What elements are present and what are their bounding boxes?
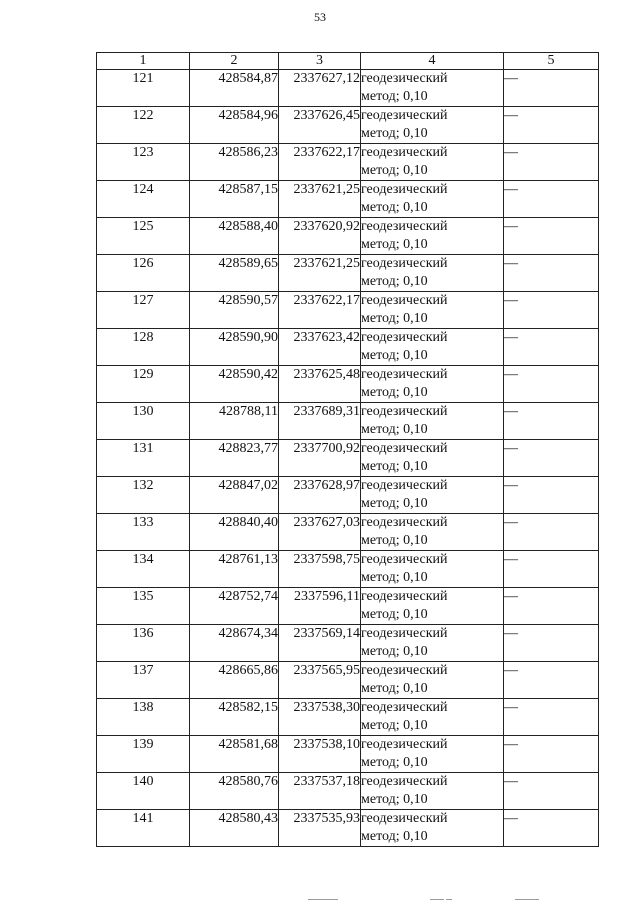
table-row xyxy=(97,736,599,773)
table-row xyxy=(97,181,599,218)
point-number-cell: 121 xyxy=(97,70,190,107)
x-coordinate-cell: 428823,77 xyxy=(190,440,279,477)
note-cell: — xyxy=(504,551,599,588)
note-cell: — xyxy=(504,403,599,440)
note-cell: — xyxy=(504,144,599,181)
note-cell: — xyxy=(504,107,599,144)
method-line-1: геодезический xyxy=(361,182,448,197)
x-coordinate-cell: 428586,23 xyxy=(190,144,279,181)
y-coordinate-cell: 2337623,42 xyxy=(279,329,361,366)
method-cell xyxy=(361,181,504,218)
table-row xyxy=(97,107,599,144)
note-cell: — xyxy=(504,440,599,477)
point-number-cell: 140 xyxy=(97,773,190,810)
coordinates-table xyxy=(96,52,599,847)
y-coordinate-cell: 2337627,12 xyxy=(279,70,361,107)
method-cell xyxy=(361,588,504,625)
x-coordinate-cell: 428665,86 xyxy=(190,662,279,699)
method-line-2: метод; 0,10 xyxy=(361,348,428,363)
x-coordinate-cell: 428581,68 xyxy=(190,736,279,773)
method-cell xyxy=(361,625,504,662)
method-line-2: метод; 0,10 xyxy=(361,570,428,585)
y-coordinate-cell: 2337596,11 xyxy=(279,588,361,625)
note-cell: — xyxy=(504,255,599,292)
y-coordinate-cell: 2337620,92 xyxy=(279,218,361,255)
table-row xyxy=(97,551,599,588)
point-number-cell: 135 xyxy=(97,588,190,625)
method-line-1: геодезический xyxy=(361,293,448,308)
method-line-1: геодезический xyxy=(361,589,448,604)
table-row xyxy=(97,514,599,551)
point-number-cell: 132 xyxy=(97,477,190,514)
method-line-2: метод; 0,10 xyxy=(361,89,428,104)
column-header-4: 4 xyxy=(361,53,504,70)
x-coordinate-cell: 428590,90 xyxy=(190,329,279,366)
point-number-cell: 136 xyxy=(97,625,190,662)
point-number-cell: 129 xyxy=(97,366,190,403)
table-header-row xyxy=(97,53,599,70)
method-line-2: метод; 0,10 xyxy=(361,385,428,400)
y-coordinate-cell: 2337628,97 xyxy=(279,477,361,514)
method-cell xyxy=(361,366,504,403)
table-row xyxy=(97,477,599,514)
table-row xyxy=(97,662,599,699)
table-row xyxy=(97,70,599,107)
note-cell: — xyxy=(504,625,599,662)
x-coordinate-cell: 428590,42 xyxy=(190,366,279,403)
table-row xyxy=(97,366,599,403)
x-coordinate-cell: 428580,76 xyxy=(190,773,279,810)
method-line-2: метод; 0,10 xyxy=(361,607,428,622)
x-coordinate-cell: 428847,02 xyxy=(190,477,279,514)
method-line-1: геодезический xyxy=(361,663,448,678)
point-number-cell: 124 xyxy=(97,181,190,218)
x-coordinate-cell: 428761,13 xyxy=(190,551,279,588)
method-line-1: геодезический xyxy=(361,108,448,123)
method-cell xyxy=(361,477,504,514)
x-coordinate-cell: 428590,57 xyxy=(190,292,279,329)
note-cell: — xyxy=(504,699,599,736)
method-cell xyxy=(361,329,504,366)
method-line-1: геодезический xyxy=(361,404,448,419)
y-coordinate-cell: 2337598,75 xyxy=(279,551,361,588)
method-line-2: метод; 0,10 xyxy=(361,792,428,807)
method-line-2: метод; 0,10 xyxy=(361,311,428,326)
table-row xyxy=(97,403,599,440)
method-cell xyxy=(361,514,504,551)
method-cell xyxy=(361,403,504,440)
method-line-2: метод; 0,10 xyxy=(361,644,428,659)
method-line-2: метод; 0,10 xyxy=(361,274,428,289)
point-number-cell: 137 xyxy=(97,662,190,699)
method-line-1: геодезический xyxy=(361,811,448,826)
method-cell xyxy=(361,810,504,847)
y-coordinate-cell: 2337621,25 xyxy=(279,181,361,218)
y-coordinate-cell: 2337700,92 xyxy=(279,440,361,477)
point-number-cell: 127 xyxy=(97,292,190,329)
method-line-1: геодезический xyxy=(361,478,448,493)
point-number-cell: 141 xyxy=(97,810,190,847)
note-cell: — xyxy=(504,773,599,810)
y-coordinate-cell: 2337565,95 xyxy=(279,662,361,699)
y-coordinate-cell: 2337689,31 xyxy=(279,403,361,440)
column-header-2: 2 xyxy=(190,53,279,70)
table-row xyxy=(97,292,599,329)
y-coordinate-cell: 2337569,14 xyxy=(279,625,361,662)
method-line-1: геодезический xyxy=(361,256,448,271)
page-number: 53 xyxy=(314,10,326,24)
point-number-cell: 138 xyxy=(97,699,190,736)
x-coordinate-cell: 428788,11 xyxy=(190,403,279,440)
y-coordinate-cell: 2337537,18 xyxy=(279,773,361,810)
point-number-cell: 122 xyxy=(97,107,190,144)
method-line-2: метод; 0,10 xyxy=(361,533,428,548)
point-number-cell: 125 xyxy=(97,218,190,255)
table-row xyxy=(97,699,599,736)
y-coordinate-cell: 2337621,25 xyxy=(279,255,361,292)
method-line-1: геодезический xyxy=(361,737,448,752)
x-coordinate-cell: 428584,87 xyxy=(190,70,279,107)
method-cell xyxy=(361,292,504,329)
method-line-2: метод; 0,10 xyxy=(361,496,428,511)
method-cell xyxy=(361,736,504,773)
method-line-2: метод; 0,10 xyxy=(361,459,428,474)
method-line-2: метод; 0,10 xyxy=(361,163,428,178)
y-coordinate-cell: 2337622,17 xyxy=(279,144,361,181)
point-number-cell: 130 xyxy=(97,403,190,440)
table-row xyxy=(97,255,599,292)
method-cell xyxy=(361,107,504,144)
scan-artifact-marks xyxy=(300,899,560,901)
y-coordinate-cell: 2337538,10 xyxy=(279,736,361,773)
method-line-2: метод; 0,10 xyxy=(361,422,428,437)
method-line-1: геодезический xyxy=(361,367,448,382)
method-cell xyxy=(361,440,504,477)
note-cell: — xyxy=(504,662,599,699)
point-number-cell: 128 xyxy=(97,329,190,366)
table-row xyxy=(97,144,599,181)
table-row xyxy=(97,329,599,366)
note-cell: — xyxy=(504,181,599,218)
method-cell xyxy=(361,218,504,255)
method-line-2: метод; 0,10 xyxy=(361,126,428,141)
note-cell: — xyxy=(504,514,599,551)
column-header-3: 3 xyxy=(279,53,361,70)
method-cell xyxy=(361,662,504,699)
x-coordinate-cell: 428589,65 xyxy=(190,255,279,292)
point-number-cell: 134 xyxy=(97,551,190,588)
method-line-2: метод; 0,10 xyxy=(361,755,428,770)
x-coordinate-cell: 428580,43 xyxy=(190,810,279,847)
method-line-1: геодезический xyxy=(361,71,448,86)
note-cell: — xyxy=(504,218,599,255)
x-coordinate-cell: 428752,74 xyxy=(190,588,279,625)
table-row xyxy=(97,218,599,255)
method-line-2: метод; 0,10 xyxy=(361,681,428,696)
method-cell xyxy=(361,70,504,107)
table-row xyxy=(97,810,599,847)
note-cell: — xyxy=(504,588,599,625)
point-number-cell: 139 xyxy=(97,736,190,773)
method-cell xyxy=(361,551,504,588)
table-row xyxy=(97,588,599,625)
point-number-cell: 123 xyxy=(97,144,190,181)
method-cell xyxy=(361,255,504,292)
x-coordinate-cell: 428587,15 xyxy=(190,181,279,218)
method-line-1: геодезический xyxy=(361,219,448,234)
y-coordinate-cell: 2337627,03 xyxy=(279,514,361,551)
table-row xyxy=(97,625,599,662)
method-line-1: геодезический xyxy=(361,552,448,567)
y-coordinate-cell: 2337622,17 xyxy=(279,292,361,329)
method-line-1: геодезический xyxy=(361,774,448,789)
method-line-1: геодезический xyxy=(361,441,448,456)
method-line-1: геодезический xyxy=(361,330,448,345)
method-cell xyxy=(361,144,504,181)
y-coordinate-cell: 2337626,45 xyxy=(279,107,361,144)
x-coordinate-cell: 428582,15 xyxy=(190,699,279,736)
note-cell: — xyxy=(504,366,599,403)
method-line-1: геодезический xyxy=(361,626,448,641)
y-coordinate-cell: 2337535,93 xyxy=(279,810,361,847)
method-line-1: геодезический xyxy=(361,515,448,530)
x-coordinate-cell: 428584,96 xyxy=(190,107,279,144)
method-line-2: метод; 0,10 xyxy=(361,718,428,733)
point-number-cell: 133 xyxy=(97,514,190,551)
x-coordinate-cell: 428588,40 xyxy=(190,218,279,255)
table-row xyxy=(97,440,599,477)
x-coordinate-cell: 428840,40 xyxy=(190,514,279,551)
y-coordinate-cell: 2337625,48 xyxy=(279,366,361,403)
method-line-1: геодезический xyxy=(361,700,448,715)
method-line-2: метод; 0,10 xyxy=(361,237,428,252)
table-row xyxy=(97,773,599,810)
method-line-2: метод; 0,10 xyxy=(361,200,428,215)
table-body xyxy=(97,70,599,847)
point-number-cell: 126 xyxy=(97,255,190,292)
x-coordinate-cell: 428674,34 xyxy=(190,625,279,662)
note-cell: — xyxy=(504,292,599,329)
note-cell: — xyxy=(504,70,599,107)
column-header-5: 5 xyxy=(504,53,599,70)
note-cell: — xyxy=(504,736,599,773)
column-header-1: 1 xyxy=(97,53,190,70)
method-cell xyxy=(361,773,504,810)
point-number-cell: 131 xyxy=(97,440,190,477)
method-cell xyxy=(361,699,504,736)
note-cell: — xyxy=(504,329,599,366)
method-line-1: геодезический xyxy=(361,145,448,160)
note-cell: — xyxy=(504,810,599,847)
method-line-2: метод; 0,10 xyxy=(361,829,428,844)
note-cell: — xyxy=(504,477,599,514)
y-coordinate-cell: 2337538,30 xyxy=(279,699,361,736)
